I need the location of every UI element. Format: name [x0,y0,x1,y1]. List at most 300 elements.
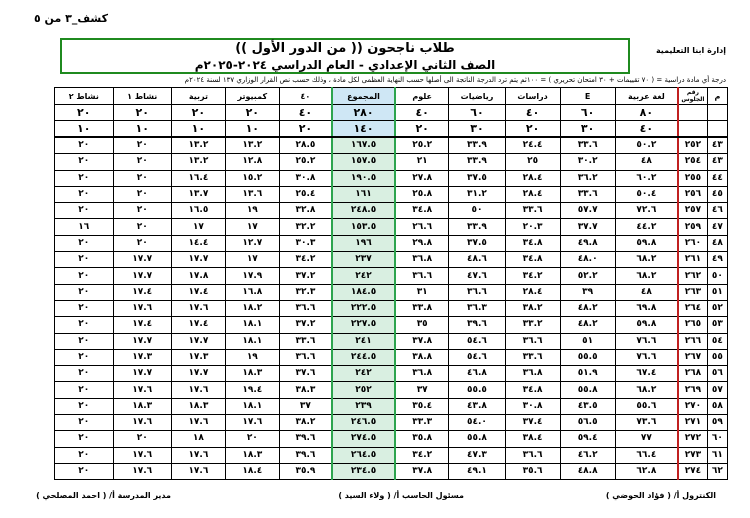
max-mark-cell: ٢٠ [55,105,114,121]
grade-cell: ٢٤١ [332,333,395,349]
student-row [55,203,728,219]
grade-cell: ٦٢ [707,463,727,479]
max-mark-cell: ٤٠ [395,105,449,121]
grade-cell: ٣٧.٧ [560,219,615,235]
grade-cell: ٣٩.٦ [279,431,332,447]
grade-cell: ٢٤٢ [332,268,395,284]
grade-cell: ٢٠ [55,447,114,463]
grade-cell: ٢٠ [55,284,114,300]
column-header: دراسات [505,88,560,105]
grade-cell: ٢٠ [113,203,171,219]
grade-cell: ١٧.٧ [171,252,225,268]
student-row [55,431,728,447]
grade-cell: ١٨.٣ [113,398,171,414]
grade-cell: ٣٣.٦ [505,203,560,219]
grade-cell: ١٣.٢ [171,154,225,170]
grade-cell: ١٩ [225,349,279,365]
grade-cell: ٢٠ [113,170,171,186]
grade-cell: ٣٣.٨ [395,300,449,316]
grade-cell: ٣٥.٨ [395,431,449,447]
grade-cell: ١٧.٣ [113,349,171,365]
student-row [55,219,728,235]
grade-cell: ٣٣.٦ [560,137,615,154]
grade-cell: ٧٦.٦ [615,349,678,365]
max-mark-cell: ٢٠ [225,105,279,121]
column-header: E [560,88,615,105]
grade-cell: ٣٥ [395,317,449,333]
grade-cell: ١٨.١ [225,333,279,349]
grade-cell: ٣٦.٦ [279,349,332,365]
grade-cell: ٢٥ [505,154,560,170]
grade-cell: ٢٦١ [678,252,707,268]
grade-cell: ٥٧ [707,382,727,398]
grade-cell: ٢٧٣ [678,447,707,463]
grade-cell: ١٨.٣ [171,398,225,414]
max-mark-cell: ٢٠ [171,105,225,121]
grade-cell: ٣١ [395,284,449,300]
grade-cell: ٧٧ [615,431,678,447]
min-mark-cell: ٢٠ [505,121,560,138]
grade-cell: ١٧.٤ [171,317,225,333]
grade-cell: ٣٤.٢ [395,447,449,463]
grade-cell: ١٦.٨ [225,284,279,300]
grade-cell: ١٧.٦ [113,382,171,398]
grade-cell: ٣٤.٨ [505,252,560,268]
grade-cell: ٢٤٦.٥ [332,415,395,431]
grade-cell: ٢١ [395,154,449,170]
grade-cell: ٣٣.٩ [449,137,505,154]
grade-cell: ٣٣.٩ [449,219,505,235]
grading-note: درجة أي مادة دراسية = ( ٧٠ تقييمات + ٣٠ امتحان تحريري ) = ١٠٠ثم يتم ترد الدرجة الناتجة الى أصلها حسب النهاية العظمى لكل مادة ، وذلك حسب نص القرار الوزاري ١٣٧ لسنة ٢٠٢٤م [184,76,726,84]
max-mark-cell: ٨٠ [615,105,678,121]
grade-cell: ٣٤.٢ [505,268,560,284]
grade-cell: ٢٠ [225,431,279,447]
grade-cell: ٢٦٢ [678,268,707,284]
grade-cell: ٣٦.٦ [279,300,332,316]
grade-cell: ٤٨.٢ [560,317,615,333]
min-mark-cell: ٣٠ [560,121,615,138]
grade-cell: ١٨.١ [225,317,279,333]
grade-cell: ٢٤٤.٥ [332,349,395,365]
grade-cell: ٣٨.٣ [279,382,332,398]
grade-cell: ١٨.٣ [225,447,279,463]
grade-cell: ٢٧١ [678,415,707,431]
grade-cell: ٥٥.٨ [560,382,615,398]
grade-cell: ٣٣.٩ [449,154,505,170]
grade-cell: ٣٦.٨ [505,366,560,382]
grade-cell: ٤٣.٨ [449,398,505,414]
student-row [55,382,728,398]
grade-cell: ٥٥.٦ [615,398,678,414]
grade-cell: ٣٩ [560,284,615,300]
grade-cell: ٤٣ [707,154,727,170]
grade-cell: ٢٨.٤ [505,284,560,300]
grade-cell: ٧٦.٦ [615,333,678,349]
grade-cell: ٥٥.٨ [449,431,505,447]
grade-cell: ١٧.٦ [171,447,225,463]
grade-cell: ٥٢.٢ [560,268,615,284]
grade-cell: ٥٩ [707,415,727,431]
student-row [55,268,728,284]
grade-cell: ٥٠.٤ [615,186,678,202]
grade-cell: ٢٣٤.٥ [332,463,395,479]
min-mark-cell: ٢٠ [279,121,332,138]
grade-cell: ١٩٠.٥ [332,170,395,186]
grade-cell: ١٨.١ [225,398,279,414]
grade-cell: ٣٢.٨ [279,203,332,219]
grade-cell: ٦٨.٢ [615,382,678,398]
grade-cell: ٤٩.١ [449,463,505,479]
grade-cell: ١٧.٦ [113,415,171,431]
student-row [55,415,728,431]
student-row [55,300,728,316]
grade-cell: ٤٤ [707,170,727,186]
max-mark-cell: ٢٠ [113,105,171,121]
grade-cell: ٢٠ [113,186,171,202]
grade-cell: ١٤.٤ [171,235,225,251]
grade-cell: ١٧.٧ [113,333,171,349]
grade-cell: ٥٨ [707,398,727,414]
student-row [55,366,728,382]
grade-cell: ٢٠ [55,349,114,365]
grade-cell: ٢٠ [55,154,114,170]
max-mark-cell: ٢٨٠ [332,105,395,121]
grade-cell: ٢٥.٤ [279,186,332,202]
grade-cell: ٤٨.٦ [449,252,505,268]
grade-cell: ٣٧.٥ [449,170,505,186]
grade-cell: ١٥٧.٥ [332,154,395,170]
grade-cell: ٤٨ [707,235,727,251]
grade-cell: ٣٥.٦ [505,463,560,479]
grade-cell: ٣٧.٤ [505,415,560,431]
grade-cell: ٢٠ [55,300,114,316]
grade-cell: ٢٠ [55,317,114,333]
grade-cell: ١٥.٢ [225,170,279,186]
grade-cell: ٥٦.٥ [560,415,615,431]
min-mark-cell: ١٠ [171,121,225,138]
grade-cell: ٣٧.٨ [395,463,449,479]
grade-cell: ١٧ [171,219,225,235]
grade-cell: ٤٧ [707,219,727,235]
grade-cell: ٢٥٤ [678,154,707,170]
grade-cell: ٢٧٠ [678,398,707,414]
grade-cell: ٣٣.٦ [560,186,615,202]
grade-cell: ١٣.٦ [225,186,279,202]
footer [36,491,726,507]
max-mark-cell: ٦٠ [560,105,615,121]
grade-cell: ٥٦ [707,366,727,382]
grade-cell: ٣٠.٢ [560,154,615,170]
grade-cell: ٣٤.٨ [505,235,560,251]
grade-cell: ٢٦٧ [678,349,707,365]
grade-cell: ٣٨.٢ [505,300,560,316]
grade-cell: ٥٩.٨ [615,235,678,251]
grade-cell: ٣٦.٦ [505,333,560,349]
grade-cell: ٦٠ [707,431,727,447]
grade-cell: ١٢.٨ [225,154,279,170]
grade-cell: ٢٥٢ [332,382,395,398]
grade-cell: ٣٤.٨ [395,203,449,219]
grade-cell: ١٥٣.٥ [332,219,395,235]
grade-cell: ٢٧.٨ [395,170,449,186]
grade-cell: ٢٦٠ [678,235,707,251]
title-line-2: الصف الثاني الإعدادي - العام الدراسي ٢٠٢٤-٢٠٢٥م [194,58,496,72]
director-signature: مدير المدرسة أ/ ( احمد المصلحي ) [36,491,171,500]
grade-cell: ١٧.٦ [225,415,279,431]
grade-cell: ٣٦.٦ [505,447,560,463]
max-mark-cell [707,105,727,121]
grade-cell: ٣٥.٤ [395,398,449,414]
grade-cell: ٥٠ [449,203,505,219]
grade-cell: ٦٨.٢ [615,252,678,268]
max-mark-cell: ٤٠ [505,105,560,121]
grade-cell: ٢٤.٤ [505,137,560,154]
column-header: م [707,88,727,105]
student-row [55,333,728,349]
grade-cell: ١٧.٧ [171,333,225,349]
grade-cell: ٢٨.٤ [505,186,560,202]
student-row [55,186,728,202]
grade-cell: ٢٣٧ [332,252,395,268]
title-line-1: طلاب ناجحون (( من الدور الأول )) [235,41,455,56]
grade-cell: ١٣.٢ [171,137,225,154]
column-header: نشاط ٢ [55,88,114,105]
grade-cell: ٦٩.٨ [615,300,678,316]
grade-cell: ٢٠ [55,137,114,154]
student-row [55,154,728,170]
grade-cell: ٢٧٤.٥ [332,431,395,447]
grade-cell: ١٧.٧ [113,366,171,382]
grade-cell: ١٧.٩ [225,268,279,284]
min-mark-cell [678,121,707,138]
grade-cell: ١٧.٣ [171,349,225,365]
grade-cell: ٦٦.٤ [615,447,678,463]
grade-cell: ٣٤.٨ [505,382,560,398]
grade-cell: ٣٨.٤ [505,431,560,447]
grade-cell: ٣١.٢ [449,186,505,202]
grade-cell: ٤٨ [615,284,678,300]
grade-cell: ٣٠.٨ [279,170,332,186]
grade-cell: ٣٦.٦ [449,284,505,300]
column-header: نشاط ١ [113,88,171,105]
grade-cell: ٣٧ [279,398,332,414]
student-row [55,137,728,154]
grade-cell: ١٢.٧ [225,235,279,251]
student-row [55,284,728,300]
column-header: رياضيات [449,88,505,105]
grade-cell: ٢٦٩ [678,382,707,398]
grade-cell: ٢٤٨.٥ [332,203,395,219]
grade-cell: ٤٨.٨ [560,463,615,479]
column-header: كمبيوتر [225,88,279,105]
grade-cell: ٥٩.٤ [560,431,615,447]
grade-cell: ٢٠ [55,268,114,284]
grade-cell: ٢٠ [113,219,171,235]
title-box [60,38,630,74]
grade-cell: ١٨ [171,431,225,447]
grade-cell: ١٨.٢ [225,300,279,316]
grade-cell: ٧٣.٦ [615,415,678,431]
grade-cell: ٢٢٢.٥ [332,300,395,316]
grade-cell: ٥١ [707,284,727,300]
grade-cell: ٢٠ [55,170,114,186]
grade-cell: ١٧.٦ [171,415,225,431]
grade-cell: ٥٢ [707,300,727,316]
grade-cell: ٢٩.٨ [395,235,449,251]
grade-cell: ٣٣.٦ [505,349,560,365]
grade-cell: ٥٠ [707,268,727,284]
column-header: علوم [395,88,449,105]
grade-cell: ٣٧ [395,382,449,398]
column-header: تربية [171,88,225,105]
column-header: ٤٠ [279,88,332,105]
grade-cell: ٢٢٧.٥ [332,317,395,333]
grade-cell: ٢٦٤.٥ [332,447,395,463]
grade-cell: ٥٥.٥ [560,349,615,365]
grade-cell: ٣٦.٦ [395,268,449,284]
grade-cell: ٤٦ [707,203,727,219]
page-label: كشف_٣ من ٥ [34,12,109,25]
grade-cell: ٢٤٢ [332,366,395,382]
grade-cell: ١٧ [225,219,279,235]
student-row [55,463,728,479]
grade-cell: ١٧.٤ [113,284,171,300]
grade-cell: ٢٧٢ [678,431,707,447]
grade-cell: ٣٩.٦ [449,317,505,333]
grade-cell: ١٦.٤ [171,170,225,186]
grade-cell: ٣٦.٨ [395,366,449,382]
grade-cell: ٢٠ [55,431,114,447]
grade-cell: ٣٧.٨ [395,333,449,349]
grade-cell: ٢٥.٢ [395,137,449,154]
student-row [55,317,728,333]
grade-cell: ١٩٦ [332,235,395,251]
grade-cell: ٥٤.٦ [449,333,505,349]
column-header: لغة عربية [615,88,678,105]
grade-cell: ١٧.٧ [171,366,225,382]
grade-cell: ٢٦.٦ [395,219,449,235]
grade-cell: ٣٠.٨ [505,398,560,414]
grade-cell: ٤٨ [615,154,678,170]
min-mark-cell: ٢٠ [395,121,449,138]
grade-cell: ٣٦.٨ [395,252,449,268]
grade-cell: ٣٩.٦ [279,447,332,463]
grade-cell: ٣٧.٥ [449,235,505,251]
admin-label: إدارة ابنا التعليمية [655,46,726,55]
column-header: رقم الجلوس [678,88,707,105]
grade-cell: ٢٠ [55,203,114,219]
grade-cell: ٢٥٧ [678,203,707,219]
grade-cell: ٢٠ [113,431,171,447]
grade-cell: ٤٩ [707,252,727,268]
report-sheet [26,6,726,512]
min-mark-cell: ١٠ [113,121,171,138]
grade-cell: ٢٠.٣ [505,219,560,235]
grade-cell: ٣٧.٢ [279,317,332,333]
grade-cell: ٥٣ [707,317,727,333]
grade-cell: ٣٦.٣ [449,300,505,316]
grade-cell: ١٦٧.٥ [332,137,395,154]
grade-cell: ٥١.٩ [560,366,615,382]
grade-cell: ٢٦٦ [678,333,707,349]
grade-cell: ٣٣.٦ [279,333,332,349]
top-line [26,8,726,30]
grade-cell: ٢٠ [113,154,171,170]
max-mark-cell: ٤٠ [279,105,332,121]
min-mark-cell: ١٤٠ [332,121,395,138]
grade-cell: ٣٣.٣ [395,415,449,431]
grade-cell: ٣٧.٢ [279,268,332,284]
grade-cell: ٥٤.٦ [449,349,505,365]
grade-cell: ٤٦.٢ [560,447,615,463]
grade-cell: ٣٧.٦ [279,366,332,382]
grade-cell: ٤٨.٠ [560,252,615,268]
grade-cell: ٢٨.٥ [279,137,332,154]
max-mark-cell [678,105,707,121]
grade-cell: ٦١ [707,447,727,463]
grade-cell: ٥٩.٨ [615,317,678,333]
grade-cell: ١٧.٦ [171,300,225,316]
grade-cell: ٦٢.٨ [615,463,678,479]
control-signature: الكنترول أ/ ( فؤاد الحوضي ) [605,491,716,500]
grade-cell: ٢٠ [55,235,114,251]
grade-cell: ١٣.٢ [225,137,279,154]
grade-cell: ٢٧٤ [678,463,707,479]
grade-cell: ٤٣ [707,137,727,154]
grade-cell: ١٩.٤ [225,382,279,398]
grade-cell: ٥٥.٥ [449,382,505,398]
grade-cell: ١٧.٧ [113,268,171,284]
grade-cell: ٥١ [560,333,615,349]
grade-cell: ٢٨.٤ [505,170,560,186]
grade-cell: ٤٩.٨ [560,235,615,251]
grade-cell: ١٦ [55,219,114,235]
header-row [55,88,728,105]
grade-cell: ١٧.٦ [113,463,171,479]
grade-cell: ٣٥.٩ [279,463,332,479]
grades-table [54,87,728,480]
grade-cell: ١٧.٦ [171,463,225,479]
grade-cell: ١٩ [225,203,279,219]
grade-cell: ٤٨.٢ [560,300,615,316]
min-mark-cell [707,121,727,138]
grade-cell: ٣٨.٨ [395,349,449,365]
student-row [55,398,728,414]
grade-cell: ٣٢.٣ [279,284,332,300]
grade-cell: ١٨.٣ [225,366,279,382]
grade-cell: ٢٦٥ [678,317,707,333]
student-row [55,252,728,268]
grade-cell: ٢٦٤ [678,300,707,316]
grade-cell: ١٧.٤ [171,284,225,300]
grade-cell: ٢٥٦ [678,186,707,202]
grade-cell: ٣٠.٣ [279,235,332,251]
grade-cell: ١٨.٤ [225,463,279,479]
grade-cell: ٢٥٩ [678,219,707,235]
computer-signature: مسئول الحاسب أ/ ( ولاء السيد ) [338,491,464,500]
grade-cell: ٥٥ [707,349,727,365]
student-row [55,349,728,365]
grade-cell: ٢٠ [55,186,114,202]
grade-cell: ٦٨.٢ [615,268,678,284]
max-marks-row [55,105,728,121]
grade-cell: ٢٠ [55,382,114,398]
grade-cell: ٣٢.٢ [279,219,332,235]
grade-cell: ٣٤.٢ [279,252,332,268]
grade-cell: ٢٠ [113,137,171,154]
grade-cell: ٣٨.٢ [279,415,332,431]
min-marks-row [55,121,728,138]
